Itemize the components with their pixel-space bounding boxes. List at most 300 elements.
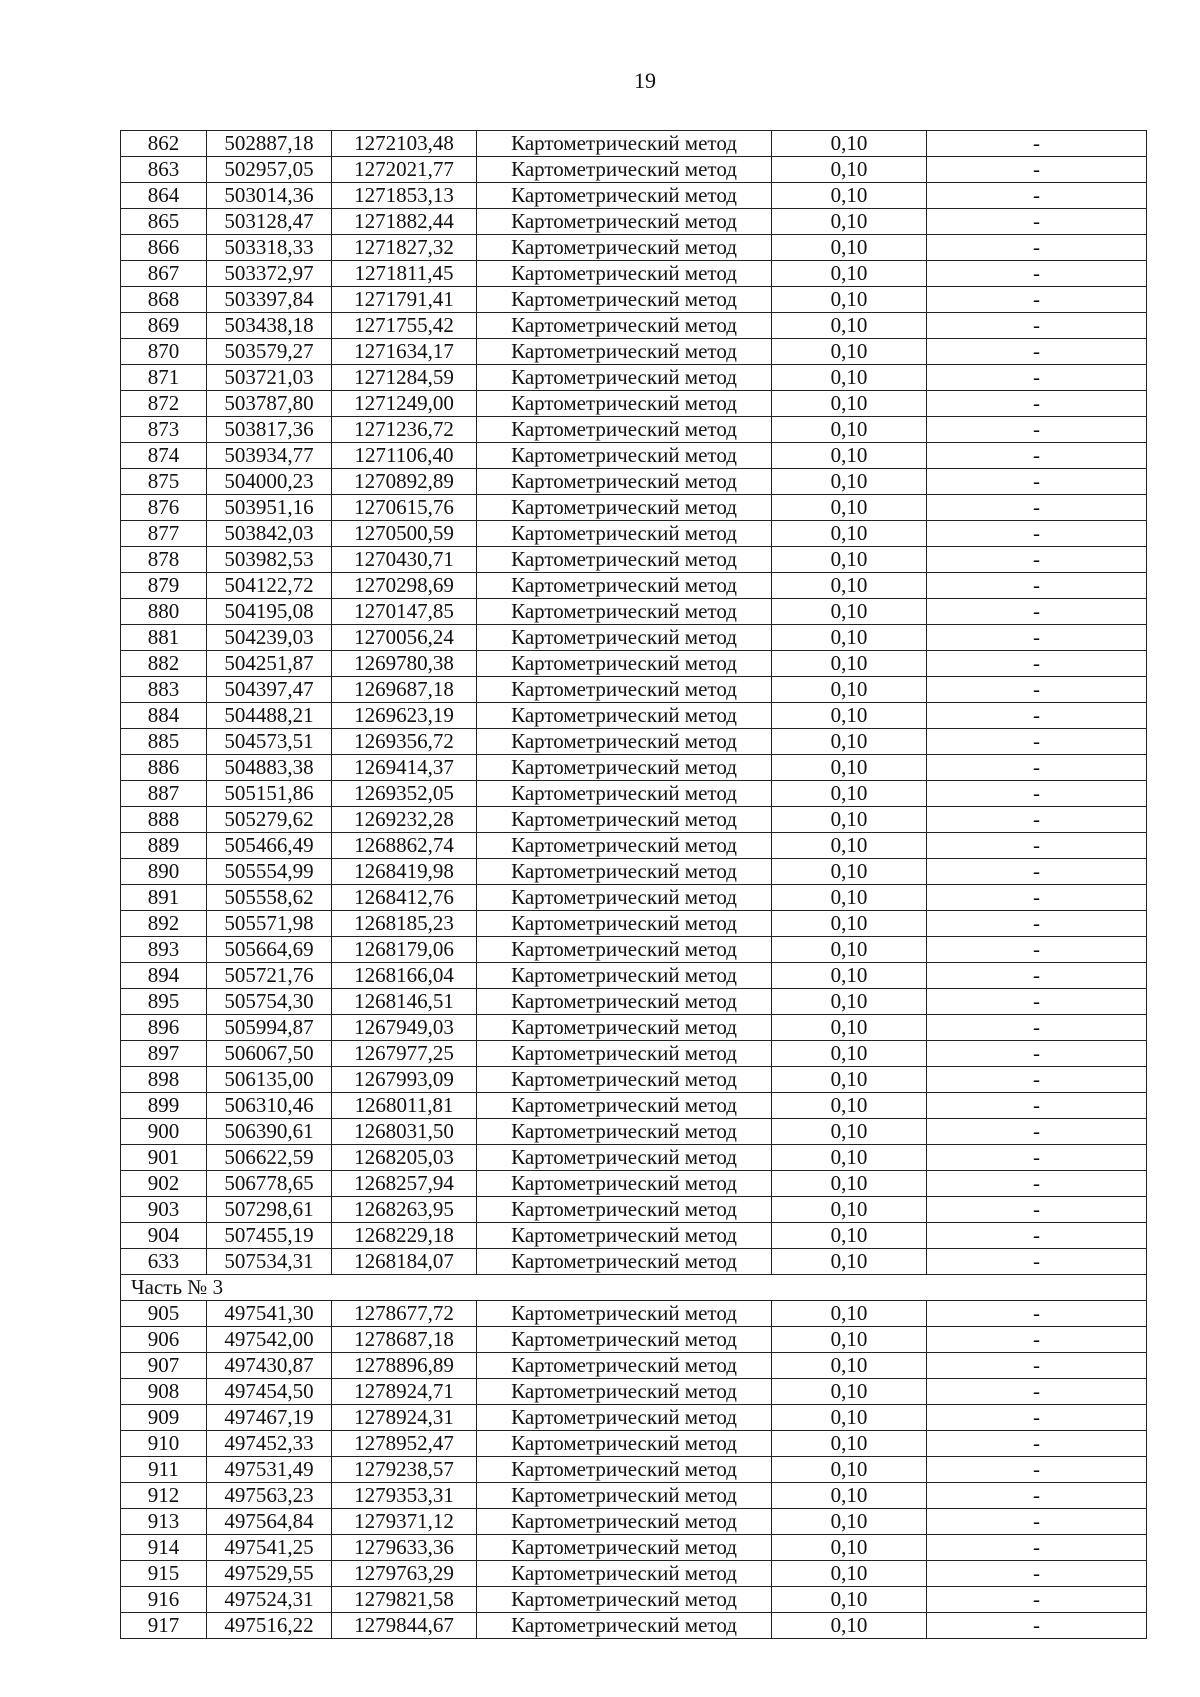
table-row bbox=[121, 1509, 1147, 1535]
accuracy-cell: 0,10 bbox=[772, 1587, 927, 1613]
method-cell: Картометрический метод bbox=[477, 287, 772, 313]
y-coordinate-cell: 1271284,59 bbox=[332, 365, 477, 391]
table-row bbox=[121, 833, 1147, 859]
method-cell: Картометрический метод bbox=[477, 599, 772, 625]
x-coordinate-cell: 497524,31 bbox=[207, 1587, 332, 1613]
point-number-cell: 917 bbox=[121, 1613, 207, 1639]
x-coordinate-cell: 505558,62 bbox=[207, 885, 332, 911]
accuracy-cell: 0,10 bbox=[772, 1561, 927, 1587]
y-coordinate-cell: 1271882,44 bbox=[332, 209, 477, 235]
point-number-cell: 873 bbox=[121, 417, 207, 443]
x-coordinate-cell: 507298,61 bbox=[207, 1197, 332, 1223]
accuracy-cell: 0,10 bbox=[772, 1353, 927, 1379]
method-cell: Картометрический метод bbox=[477, 443, 772, 469]
y-coordinate-cell: 1268166,04 bbox=[332, 963, 477, 989]
table-row bbox=[121, 573, 1147, 599]
y-coordinate-cell: 1268229,18 bbox=[332, 1223, 477, 1249]
accuracy-cell: 0,10 bbox=[772, 1197, 927, 1223]
x-coordinate-cell: 497452,33 bbox=[207, 1431, 332, 1457]
x-coordinate-cell: 497529,55 bbox=[207, 1561, 332, 1587]
accuracy-cell: 0,10 bbox=[772, 1405, 927, 1431]
accuracy-cell: 0,10 bbox=[772, 807, 927, 833]
description-cell: - bbox=[927, 677, 1147, 703]
method-cell: Картометрический метод bbox=[477, 1223, 772, 1249]
table-row bbox=[121, 469, 1147, 495]
table-row bbox=[121, 547, 1147, 573]
y-coordinate-cell: 1268185,23 bbox=[332, 911, 477, 937]
point-number-cell: 872 bbox=[121, 391, 207, 417]
method-cell: Картометрический метод bbox=[477, 235, 772, 261]
table-row bbox=[121, 209, 1147, 235]
accuracy-cell: 0,10 bbox=[772, 911, 927, 937]
method-cell: Картометрический метод bbox=[477, 703, 772, 729]
y-coordinate-cell: 1278952,47 bbox=[332, 1431, 477, 1457]
table-row bbox=[121, 339, 1147, 365]
x-coordinate-cell: 497430,87 bbox=[207, 1353, 332, 1379]
method-cell: Картометрический метод bbox=[477, 989, 772, 1015]
description-cell: - bbox=[927, 443, 1147, 469]
method-cell: Картометрический метод bbox=[477, 1561, 772, 1587]
method-cell: Картометрический метод bbox=[477, 1171, 772, 1197]
table-row bbox=[121, 1041, 1147, 1067]
method-cell: Картометрический метод bbox=[477, 157, 772, 183]
x-coordinate-cell: 497454,50 bbox=[207, 1379, 332, 1405]
method-cell: Картометрический метод bbox=[477, 1457, 772, 1483]
accuracy-cell: 0,10 bbox=[772, 287, 927, 313]
accuracy-cell: 0,10 bbox=[772, 1145, 927, 1171]
method-cell: Картометрический метод bbox=[477, 1353, 772, 1379]
section-header-row bbox=[121, 1275, 1147, 1301]
method-cell: Картометрический метод bbox=[477, 1379, 772, 1405]
table-row bbox=[121, 417, 1147, 443]
table-row bbox=[121, 807, 1147, 833]
y-coordinate-cell: 1269687,18 bbox=[332, 677, 477, 703]
y-coordinate-cell: 1271811,45 bbox=[332, 261, 477, 287]
y-coordinate-cell: 1271791,41 bbox=[332, 287, 477, 313]
point-number-cell: 865 bbox=[121, 209, 207, 235]
point-number-cell: 871 bbox=[121, 365, 207, 391]
point-number-cell: 862 bbox=[121, 131, 207, 157]
table-row bbox=[121, 1613, 1147, 1639]
method-cell: Картометрический метод bbox=[477, 183, 772, 209]
y-coordinate-cell: 1269356,72 bbox=[332, 729, 477, 755]
table-row bbox=[121, 1561, 1147, 1587]
y-coordinate-cell: 1269623,19 bbox=[332, 703, 477, 729]
accuracy-cell: 0,10 bbox=[772, 781, 927, 807]
method-cell: Картометрический метод bbox=[477, 417, 772, 443]
point-number-cell: 864 bbox=[121, 183, 207, 209]
description-cell: - bbox=[927, 1535, 1147, 1561]
accuracy-cell: 0,10 bbox=[772, 1041, 927, 1067]
point-number-cell: 916 bbox=[121, 1587, 207, 1613]
method-cell: Картометрический метод bbox=[477, 859, 772, 885]
point-number-cell: 876 bbox=[121, 495, 207, 521]
y-coordinate-cell: 1271827,32 bbox=[332, 235, 477, 261]
description-cell: - bbox=[927, 547, 1147, 573]
x-coordinate-cell: 503318,33 bbox=[207, 235, 332, 261]
x-coordinate-cell: 504122,72 bbox=[207, 573, 332, 599]
y-coordinate-cell: 1268146,51 bbox=[332, 989, 477, 1015]
y-coordinate-cell: 1269232,28 bbox=[332, 807, 477, 833]
description-cell: - bbox=[927, 1249, 1147, 1275]
table-row bbox=[121, 313, 1147, 339]
table-row bbox=[121, 937, 1147, 963]
description-cell: - bbox=[927, 599, 1147, 625]
x-coordinate-cell: 503438,18 bbox=[207, 313, 332, 339]
accuracy-cell: 0,10 bbox=[772, 1509, 927, 1535]
description-cell: - bbox=[927, 1587, 1147, 1613]
method-cell: Картометрический метод bbox=[477, 495, 772, 521]
method-cell: Картометрический метод bbox=[477, 1093, 772, 1119]
accuracy-cell: 0,10 bbox=[772, 1119, 927, 1145]
table-row bbox=[121, 183, 1147, 209]
description-cell: - bbox=[927, 261, 1147, 287]
point-number-cell: 908 bbox=[121, 1379, 207, 1405]
page-number: 19 bbox=[634, 68, 656, 93]
accuracy-cell: 0,10 bbox=[772, 677, 927, 703]
x-coordinate-cell: 506390,61 bbox=[207, 1119, 332, 1145]
y-coordinate-cell: 1269352,05 bbox=[332, 781, 477, 807]
description-cell: - bbox=[927, 391, 1147, 417]
table-row bbox=[121, 1327, 1147, 1353]
table-row bbox=[121, 859, 1147, 885]
x-coordinate-cell: 504195,08 bbox=[207, 599, 332, 625]
point-number-cell: 909 bbox=[121, 1405, 207, 1431]
point-number-cell: 883 bbox=[121, 677, 207, 703]
point-number-cell: 863 bbox=[121, 157, 207, 183]
accuracy-cell: 0,10 bbox=[772, 1171, 927, 1197]
point-number-cell: 892 bbox=[121, 911, 207, 937]
table-row bbox=[121, 1301, 1147, 1327]
method-cell: Картометрический метод bbox=[477, 677, 772, 703]
method-cell: Картометрический метод bbox=[477, 547, 772, 573]
y-coordinate-cell: 1270615,76 bbox=[332, 495, 477, 521]
method-cell: Картометрический метод bbox=[477, 261, 772, 287]
table-row bbox=[121, 1483, 1147, 1509]
point-number-cell: 905 bbox=[121, 1301, 207, 1327]
x-coordinate-cell: 497563,23 bbox=[207, 1483, 332, 1509]
x-coordinate-cell: 504573,51 bbox=[207, 729, 332, 755]
point-number-cell: 874 bbox=[121, 443, 207, 469]
point-number-cell: 915 bbox=[121, 1561, 207, 1587]
x-coordinate-cell: 505554,99 bbox=[207, 859, 332, 885]
table-row bbox=[121, 261, 1147, 287]
description-cell: - bbox=[927, 1197, 1147, 1223]
accuracy-cell: 0,10 bbox=[772, 157, 927, 183]
point-number-cell: 886 bbox=[121, 755, 207, 781]
point-number-cell: 913 bbox=[121, 1509, 207, 1535]
y-coordinate-cell: 1271236,72 bbox=[332, 417, 477, 443]
x-coordinate-cell: 497531,49 bbox=[207, 1457, 332, 1483]
accuracy-cell: 0,10 bbox=[772, 443, 927, 469]
accuracy-cell: 0,10 bbox=[772, 1431, 927, 1457]
point-number-cell: 907 bbox=[121, 1353, 207, 1379]
point-number-cell: 889 bbox=[121, 833, 207, 859]
x-coordinate-cell: 503128,47 bbox=[207, 209, 332, 235]
y-coordinate-cell: 1279821,58 bbox=[332, 1587, 477, 1613]
x-coordinate-cell: 505466,49 bbox=[207, 833, 332, 859]
y-coordinate-cell: 1270500,59 bbox=[332, 521, 477, 547]
x-coordinate-cell: 503397,84 bbox=[207, 287, 332, 313]
method-cell: Картометрический метод bbox=[477, 1041, 772, 1067]
x-coordinate-cell: 503951,16 bbox=[207, 495, 332, 521]
x-coordinate-cell: 507455,19 bbox=[207, 1223, 332, 1249]
table-row bbox=[121, 1223, 1147, 1249]
table-row bbox=[121, 651, 1147, 677]
description-cell: - bbox=[927, 1067, 1147, 1093]
x-coordinate-cell: 502887,18 bbox=[207, 131, 332, 157]
y-coordinate-cell: 1278677,72 bbox=[332, 1301, 477, 1327]
description-cell: - bbox=[927, 1327, 1147, 1353]
point-number-cell: 906 bbox=[121, 1327, 207, 1353]
table-row bbox=[121, 729, 1147, 755]
description-cell: - bbox=[927, 807, 1147, 833]
description-cell: - bbox=[927, 911, 1147, 937]
point-number-cell: 880 bbox=[121, 599, 207, 625]
method-cell: Картометрический метод bbox=[477, 209, 772, 235]
description-cell: - bbox=[927, 183, 1147, 209]
x-coordinate-cell: 503842,03 bbox=[207, 521, 332, 547]
point-number-cell: 894 bbox=[121, 963, 207, 989]
point-number-cell: 888 bbox=[121, 807, 207, 833]
y-coordinate-cell: 1271634,17 bbox=[332, 339, 477, 365]
point-number-cell: 899 bbox=[121, 1093, 207, 1119]
x-coordinate-cell: 503934,77 bbox=[207, 443, 332, 469]
description-cell: - bbox=[927, 937, 1147, 963]
y-coordinate-cell: 1269780,38 bbox=[332, 651, 477, 677]
x-coordinate-cell: 497564,84 bbox=[207, 1509, 332, 1535]
description-cell: - bbox=[927, 209, 1147, 235]
method-cell: Картометрический метод bbox=[477, 1301, 772, 1327]
accuracy-cell: 0,10 bbox=[772, 1249, 927, 1275]
method-cell: Картометрический метод bbox=[477, 1535, 772, 1561]
method-cell: Картометрический метод bbox=[477, 573, 772, 599]
method-cell: Картометрический метод bbox=[477, 131, 772, 157]
description-cell: - bbox=[927, 235, 1147, 261]
y-coordinate-cell: 1268184,07 bbox=[332, 1249, 477, 1275]
point-number-cell: 914 bbox=[121, 1535, 207, 1561]
y-coordinate-cell: 1268412,76 bbox=[332, 885, 477, 911]
description-cell: - bbox=[927, 859, 1147, 885]
y-coordinate-cell: 1267993,09 bbox=[332, 1067, 477, 1093]
accuracy-cell: 0,10 bbox=[772, 1379, 927, 1405]
method-cell: Картометрический метод bbox=[477, 1197, 772, 1223]
description-cell: - bbox=[927, 521, 1147, 547]
table-row bbox=[121, 157, 1147, 183]
description-cell: - bbox=[927, 495, 1147, 521]
x-coordinate-cell: 505754,30 bbox=[207, 989, 332, 1015]
description-cell: - bbox=[927, 703, 1147, 729]
accuracy-cell: 0,10 bbox=[772, 1483, 927, 1509]
x-coordinate-cell: 505151,86 bbox=[207, 781, 332, 807]
x-coordinate-cell: 502957,05 bbox=[207, 157, 332, 183]
point-number-cell: 903 bbox=[121, 1197, 207, 1223]
method-cell: Картометрический метод bbox=[477, 1119, 772, 1145]
method-cell: Картометрический метод bbox=[477, 1145, 772, 1171]
x-coordinate-cell: 503787,80 bbox=[207, 391, 332, 417]
description-cell: - bbox=[927, 417, 1147, 443]
point-number-cell: 882 bbox=[121, 651, 207, 677]
y-coordinate-cell: 1271853,13 bbox=[332, 183, 477, 209]
accuracy-cell: 0,10 bbox=[772, 833, 927, 859]
x-coordinate-cell: 505664,69 bbox=[207, 937, 332, 963]
y-coordinate-cell: 1279633,36 bbox=[332, 1535, 477, 1561]
x-coordinate-cell: 497541,25 bbox=[207, 1535, 332, 1561]
description-cell: - bbox=[927, 339, 1147, 365]
table-row bbox=[121, 1431, 1147, 1457]
description-cell: - bbox=[927, 1015, 1147, 1041]
x-coordinate-cell: 504239,03 bbox=[207, 625, 332, 651]
table-row bbox=[121, 599, 1147, 625]
y-coordinate-cell: 1268179,06 bbox=[332, 937, 477, 963]
description-cell: - bbox=[927, 1613, 1147, 1639]
accuracy-cell: 0,10 bbox=[772, 937, 927, 963]
y-coordinate-cell: 1279763,29 bbox=[332, 1561, 477, 1587]
description-cell: - bbox=[927, 1353, 1147, 1379]
accuracy-cell: 0,10 bbox=[772, 729, 927, 755]
method-cell: Картометрический метод bbox=[477, 911, 772, 937]
x-coordinate-cell: 504397,47 bbox=[207, 677, 332, 703]
description-cell: - bbox=[927, 1093, 1147, 1119]
point-number-cell: 912 bbox=[121, 1483, 207, 1509]
description-cell: - bbox=[927, 651, 1147, 677]
accuracy-cell: 0,10 bbox=[772, 235, 927, 261]
description-cell: - bbox=[927, 885, 1147, 911]
point-number-cell: 869 bbox=[121, 313, 207, 339]
table-row bbox=[121, 1067, 1147, 1093]
x-coordinate-cell: 497467,19 bbox=[207, 1405, 332, 1431]
accuracy-cell: 0,10 bbox=[772, 391, 927, 417]
y-coordinate-cell: 1268862,74 bbox=[332, 833, 477, 859]
description-cell: - bbox=[927, 1457, 1147, 1483]
method-cell: Картометрический метод bbox=[477, 1405, 772, 1431]
y-coordinate-cell: 1279371,12 bbox=[332, 1509, 477, 1535]
method-cell: Картометрический метод bbox=[477, 339, 772, 365]
table-row bbox=[121, 1145, 1147, 1171]
accuracy-cell: 0,10 bbox=[772, 859, 927, 885]
accuracy-cell: 0,10 bbox=[772, 1015, 927, 1041]
accuracy-cell: 0,10 bbox=[772, 313, 927, 339]
method-cell: Картометрический метод bbox=[477, 1613, 772, 1639]
table-row bbox=[121, 235, 1147, 261]
y-coordinate-cell: 1279238,57 bbox=[332, 1457, 477, 1483]
description-cell: - bbox=[927, 833, 1147, 859]
method-cell: Картометрический метод bbox=[477, 963, 772, 989]
accuracy-cell: 0,10 bbox=[772, 755, 927, 781]
method-cell: Картометрический метод bbox=[477, 755, 772, 781]
y-coordinate-cell: 1278924,31 bbox=[332, 1405, 477, 1431]
point-number-cell: 633 bbox=[121, 1249, 207, 1275]
x-coordinate-cell: 506135,00 bbox=[207, 1067, 332, 1093]
point-number-cell: 897 bbox=[121, 1041, 207, 1067]
description-cell: - bbox=[927, 781, 1147, 807]
table-row bbox=[121, 443, 1147, 469]
description-cell: - bbox=[927, 1405, 1147, 1431]
point-number-cell: 866 bbox=[121, 235, 207, 261]
section-label: Часть № 3 bbox=[121, 1275, 1147, 1301]
point-number-cell: 881 bbox=[121, 625, 207, 651]
method-cell: Картометрический метод bbox=[477, 313, 772, 339]
point-number-cell: 879 bbox=[121, 573, 207, 599]
y-coordinate-cell: 1268419,98 bbox=[332, 859, 477, 885]
x-coordinate-cell: 504488,21 bbox=[207, 703, 332, 729]
y-coordinate-cell: 1270147,85 bbox=[332, 599, 477, 625]
accuracy-cell: 0,10 bbox=[772, 365, 927, 391]
x-coordinate-cell: 506622,59 bbox=[207, 1145, 332, 1171]
x-coordinate-cell: 497516,22 bbox=[207, 1613, 332, 1639]
description-cell: - bbox=[927, 1301, 1147, 1327]
description-cell: - bbox=[927, 625, 1147, 651]
method-cell: Картометрический метод bbox=[477, 1327, 772, 1353]
point-number-cell: 896 bbox=[121, 1015, 207, 1041]
accuracy-cell: 0,10 bbox=[772, 547, 927, 573]
x-coordinate-cell: 503372,97 bbox=[207, 261, 332, 287]
description-cell: - bbox=[927, 365, 1147, 391]
table-row bbox=[121, 1015, 1147, 1041]
x-coordinate-cell: 503721,03 bbox=[207, 365, 332, 391]
accuracy-cell: 0,10 bbox=[772, 963, 927, 989]
y-coordinate-cell: 1268031,50 bbox=[332, 1119, 477, 1145]
description-cell: - bbox=[927, 1119, 1147, 1145]
table-row bbox=[121, 1353, 1147, 1379]
method-cell: Картометрический метод bbox=[477, 1509, 772, 1535]
coordinates-table bbox=[120, 130, 1147, 1639]
point-number-cell: 870 bbox=[121, 339, 207, 365]
table-row bbox=[121, 989, 1147, 1015]
y-coordinate-cell: 1268257,94 bbox=[332, 1171, 477, 1197]
method-cell: Картометрический метод bbox=[477, 729, 772, 755]
table-row bbox=[121, 755, 1147, 781]
y-coordinate-cell: 1272103,48 bbox=[332, 131, 477, 157]
accuracy-cell: 0,10 bbox=[772, 183, 927, 209]
method-cell: Картометрический метод bbox=[477, 1249, 772, 1275]
accuracy-cell: 0,10 bbox=[772, 1301, 927, 1327]
y-coordinate-cell: 1271755,42 bbox=[332, 313, 477, 339]
method-cell: Картометрический метод bbox=[477, 391, 772, 417]
method-cell: Картометрический метод bbox=[477, 365, 772, 391]
accuracy-cell: 0,10 bbox=[772, 209, 927, 235]
point-number-cell: 878 bbox=[121, 547, 207, 573]
x-coordinate-cell: 506310,46 bbox=[207, 1093, 332, 1119]
description-cell: - bbox=[927, 157, 1147, 183]
y-coordinate-cell: 1271249,00 bbox=[332, 391, 477, 417]
point-number-cell: 891 bbox=[121, 885, 207, 911]
table-row bbox=[121, 391, 1147, 417]
point-number-cell: 867 bbox=[121, 261, 207, 287]
x-coordinate-cell: 504000,23 bbox=[207, 469, 332, 495]
point-number-cell: 890 bbox=[121, 859, 207, 885]
table-row bbox=[121, 781, 1147, 807]
table-row bbox=[121, 1093, 1147, 1119]
table-row bbox=[121, 677, 1147, 703]
method-cell: Картометрический метод bbox=[477, 1067, 772, 1093]
x-coordinate-cell: 505571,98 bbox=[207, 911, 332, 937]
description-cell: - bbox=[927, 469, 1147, 495]
x-coordinate-cell: 504883,38 bbox=[207, 755, 332, 781]
description-cell: - bbox=[927, 1379, 1147, 1405]
accuracy-cell: 0,10 bbox=[772, 495, 927, 521]
y-coordinate-cell: 1270298,69 bbox=[332, 573, 477, 599]
point-number-cell: 910 bbox=[121, 1431, 207, 1457]
accuracy-cell: 0,10 bbox=[772, 1067, 927, 1093]
table-row bbox=[121, 1249, 1147, 1275]
description-cell: - bbox=[927, 1509, 1147, 1535]
table-row bbox=[121, 1197, 1147, 1223]
point-number-cell: 868 bbox=[121, 287, 207, 313]
description-cell: - bbox=[927, 313, 1147, 339]
method-cell: Картометрический метод bbox=[477, 937, 772, 963]
point-number-cell: 895 bbox=[121, 989, 207, 1015]
